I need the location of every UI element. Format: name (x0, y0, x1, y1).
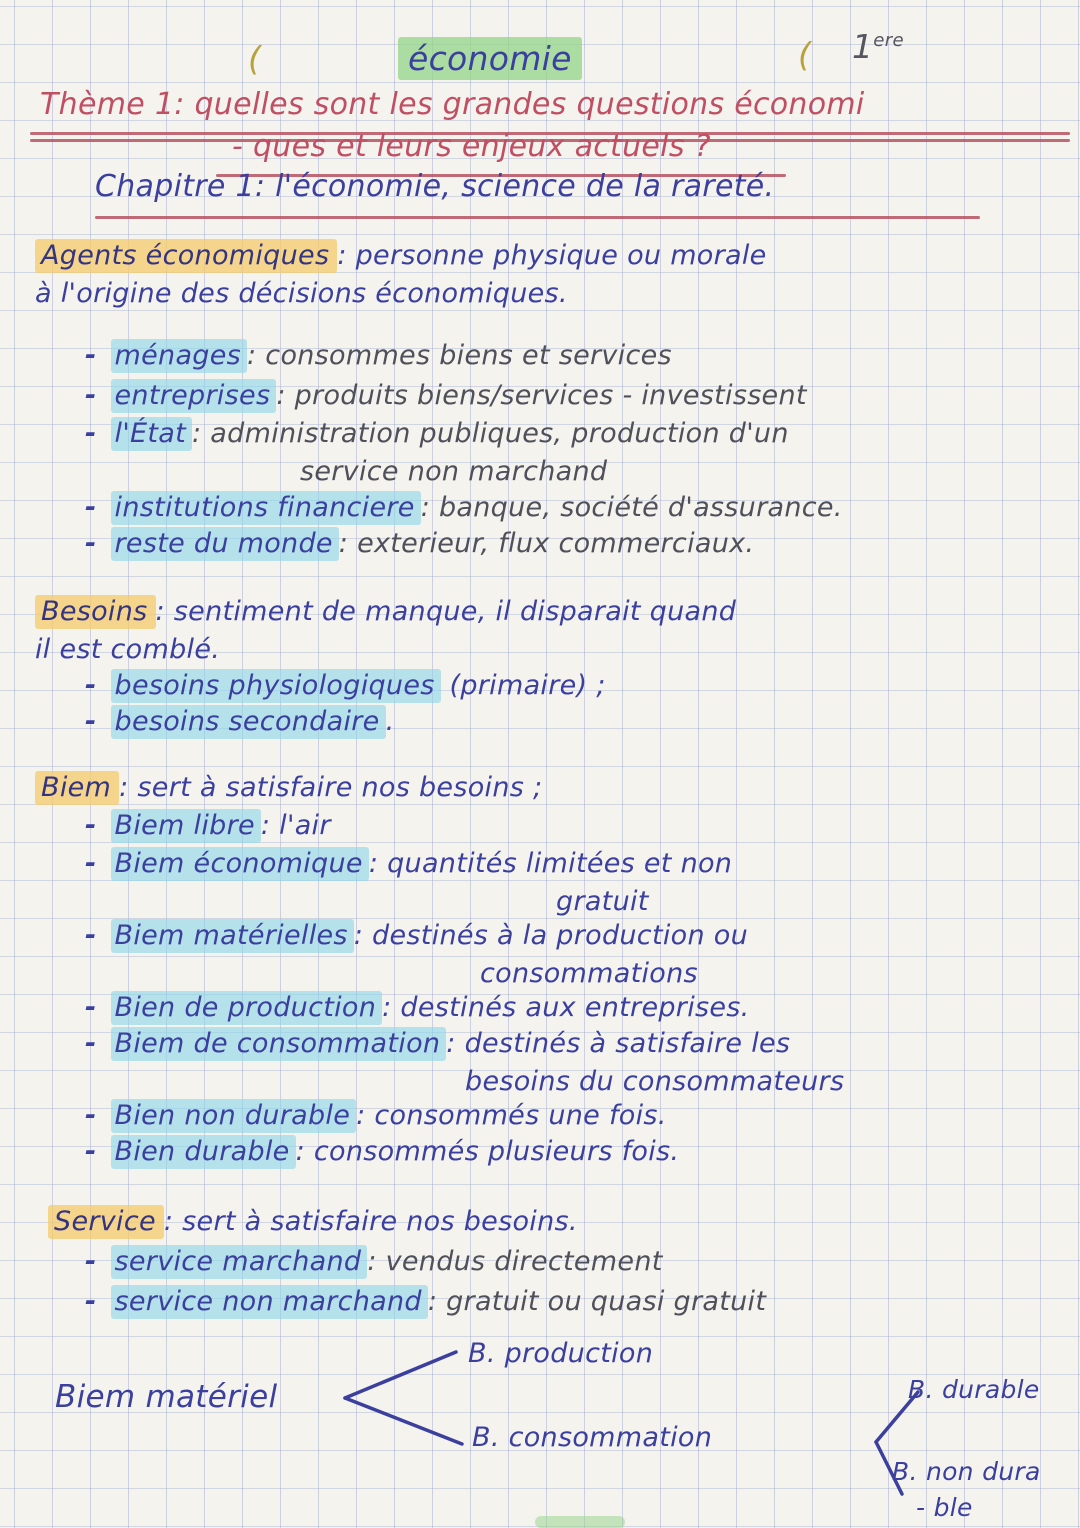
bien-item-term: Bien durable (111, 1135, 296, 1169)
agents-item-term: entreprises (111, 379, 277, 413)
branch-line-root-to-consommation (345, 1398, 462, 1444)
dash-bullet: - (85, 1100, 97, 1131)
dash-bullet: - (85, 848, 97, 879)
agents-item-definition: : produits biens/services - investissent (276, 380, 807, 411)
course-title (398, 40, 582, 78)
bien-item-definition: : destinés à satisfaire les (446, 1028, 791, 1059)
bien-item-term: Bien de production (111, 991, 383, 1025)
grade-level-number: 1 (852, 27, 874, 66)
diagram-node-b-production: B. production (468, 1338, 654, 1369)
dash-bullet: - (85, 670, 97, 701)
bien-item-term: Bien non durable (111, 1099, 357, 1133)
besoins-item-term: besoins secondaire (111, 705, 386, 739)
dash-bullet: - (85, 380, 97, 411)
paren-left-mark: ( (248, 39, 262, 78)
agents-item-entreprises (85, 380, 807, 411)
besoins-term: Besoins (35, 595, 156, 629)
service-term: Service (48, 1205, 164, 1239)
bien-item-term: Biem de consommation (111, 1027, 447, 1061)
bien-item-economique (85, 848, 732, 879)
service-item-definition: : gratuit ou quasi gratuit (427, 1286, 767, 1317)
agents-item-term: l'État (111, 417, 193, 451)
bien-item-term: Biem matérielles (111, 919, 354, 953)
bien-item-consommation (85, 1028, 790, 1059)
red-underline (95, 216, 980, 219)
dash-bullet: - (85, 706, 97, 737)
besoins-item-definition: (primaire) ; (440, 670, 606, 701)
agents-item-menages (85, 340, 672, 371)
agents-definition-line-2: à l'origine des décisions économiques. (35, 278, 568, 309)
agents-item-definition: : banque, société d'assurance. (420, 492, 843, 523)
agents-item-reste-du-monde (85, 528, 754, 559)
dash-bullet: - (85, 492, 97, 523)
chapter-title: Chapitre 1: l'économie, science de la rareté. (95, 169, 775, 204)
service-item-definition: : vendus directement (367, 1246, 663, 1277)
besoins-item-definition: . (385, 706, 395, 737)
agents-item-definition: : administration publiques, production d'un (192, 418, 789, 449)
dash-bullet: - (85, 340, 97, 371)
grade-level-suffix: ere (873, 30, 904, 51)
dash-bullet: - (85, 920, 97, 951)
bien-item-definition: : consommés plusieurs fois. (295, 1136, 680, 1167)
agents-item-term: ménages (111, 339, 248, 373)
service-heading (48, 1206, 578, 1237)
bien-item-materielles-continuation: consommations (480, 958, 698, 989)
agents-item-institutions (85, 492, 843, 523)
bien-term: Biem (35, 771, 119, 805)
diagram-node-b-non-durable-line-1: B. non dura (892, 1457, 1041, 1486)
diagram-root-bien-materiel: Biem matériel (55, 1379, 278, 1415)
bien-item-definition: : consommés une fois. (356, 1100, 667, 1131)
bien-item-economique-continuation: gratuit (556, 886, 649, 917)
bien-item-production (85, 992, 750, 1023)
agents-item-term: institutions financiere (111, 491, 421, 525)
agents-item-term: reste du monde (111, 527, 339, 561)
service-item-term: service marchand (111, 1245, 368, 1279)
bien-item-term: Biem économique (111, 847, 369, 881)
besoins-definition-line-2: il est comblé. (35, 634, 221, 665)
dash-bullet: - (85, 810, 97, 841)
bien-item-durable (85, 1136, 679, 1167)
besoins-item-secondaire (85, 706, 394, 737)
agents-heading (35, 240, 767, 271)
agents-item-etat-continuation: service non marchand (300, 456, 608, 487)
diagram-node-b-consommation: B. consommation (472, 1422, 713, 1453)
dash-bullet: - (85, 528, 97, 559)
besoins-item-term: besoins physiologiques (111, 669, 441, 703)
besoins-item-physiologiques (85, 670, 606, 701)
bien-definition-line-1: : sert à satisfaire nos besoins ; (119, 772, 543, 803)
bien-item-libre (85, 810, 331, 841)
service-item-term: service non marchand (111, 1285, 428, 1319)
bien-item-definition: : l'air (260, 810, 331, 841)
besoins-heading (35, 596, 736, 627)
dash-bullet: - (85, 418, 97, 449)
service-item-marchand (85, 1246, 663, 1277)
course-title-text: économie (398, 37, 582, 80)
diagram-node-b-non-durable-line-2: - ble (916, 1493, 973, 1522)
bien-item-definition: : destinés à la production ou (353, 920, 748, 951)
grade-level (852, 28, 904, 66)
bien-heading (35, 772, 542, 803)
paren-right-mark: ( (798, 35, 812, 74)
bien-item-term: Biem libre (111, 809, 261, 843)
dash-bullet: - (85, 1136, 97, 1167)
branch-line-root-to-production (345, 1352, 456, 1398)
bien-item-consommation-continuation: besoins du consommateurs (465, 1066, 845, 1097)
dash-bullet: - (85, 1246, 97, 1277)
bien-item-definition: : destinés aux entreprises. (382, 992, 750, 1023)
theme-title-line-2: - ques et leurs enjeux actuels ? (232, 129, 711, 164)
bien-item-non-durable (85, 1100, 667, 1131)
agents-definition-line-1: : personne physique ou morale (337, 240, 767, 271)
dash-bullet: - (85, 992, 97, 1023)
diagram-node-b-durable: B. durable (908, 1375, 1040, 1404)
theme-title-line-1: Thème 1: quelles sont les grandes questions économi (40, 87, 865, 122)
dash-bullet: - (85, 1286, 97, 1317)
agents-item-definition: : exterieur, flux commerciaux. (338, 528, 755, 559)
highlighter-smudge (535, 1516, 625, 1528)
besoins-definition-line-1: : sentiment de manque, il disparait quand (155, 596, 737, 627)
dash-bullet: - (85, 1028, 97, 1059)
service-definition-line-1: : sert à satisfaire nos besoins. (163, 1206, 578, 1237)
bien-item-definition: : quantités limitées et non (368, 848, 733, 879)
agents-item-etat (85, 418, 789, 449)
agents-item-definition: : consommes biens et services (247, 340, 672, 371)
bien-item-materielles (85, 920, 748, 951)
agents-term: Agents économiques (35, 239, 337, 273)
